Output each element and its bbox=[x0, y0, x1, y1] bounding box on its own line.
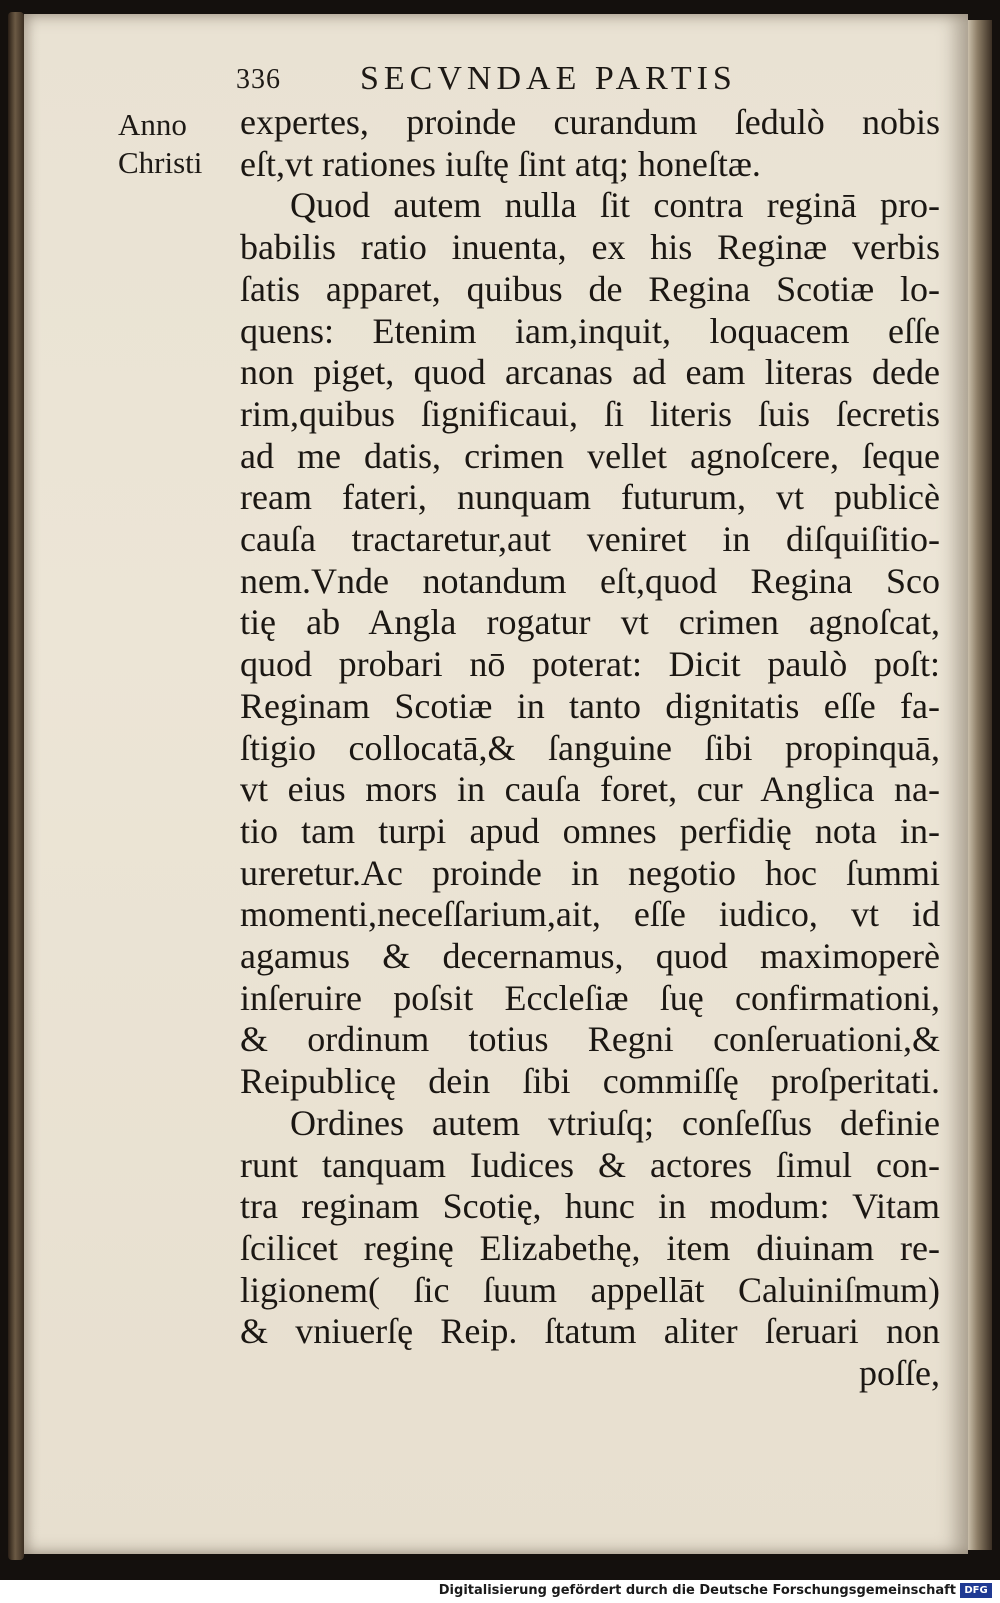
text-line: momenti,neceſſarium,ait, eſſe iudico, vt id bbox=[240, 894, 940, 935]
marginal-note-line: Anno bbox=[118, 107, 187, 142]
text-line: ſatis apparet, quibus de Regina Scotiæ lo- bbox=[240, 268, 940, 309]
text-line: rim,quibus ſignificaui, ſi literis ſuis ſecretis bbox=[240, 393, 940, 434]
text-line: runt tanquam Iudices & actores ſimul con- bbox=[240, 1144, 940, 1185]
text-line: ligionem( ſic ſuum appellāt Caluiniſmum) bbox=[240, 1269, 940, 1310]
text-line: ad me datis, crimen vellet agnoſcere, ſeque bbox=[240, 435, 940, 476]
text-line: Ordines autem vtriuſq; conſeſſus definie bbox=[290, 1102, 940, 1143]
funding-credit: Digitalisierung gefördert durch die Deutsche Forschungsgemeinschaft bbox=[438, 1583, 956, 1598]
dfg-logo: DFG bbox=[960, 1583, 992, 1598]
text-line: Reginam Scotiæ in tanto dignitatis eſſe fa- bbox=[240, 685, 940, 726]
text-line: quens: Etenim iam,inquit, loquacem eſſe bbox=[240, 310, 940, 351]
text-line: non piget, quod arcanas ad eam literas dede bbox=[240, 352, 940, 393]
page-edge-left bbox=[8, 12, 24, 1560]
text-line: quod probari nō poterat: Dicit paulò poſt: bbox=[240, 644, 940, 685]
running-title: SECVNDAE PARTIS bbox=[360, 60, 737, 97]
text-line: tio tam turpi apud omnes perfidię nota in- bbox=[240, 810, 940, 851]
text-line: & vniuerſę Reip. ſtatum aliter ſeruari non bbox=[240, 1311, 940, 1352]
text-line: eſt,vt rationes iuſtę ſint atq; honeſtæ. bbox=[240, 143, 761, 184]
text-line: babilis ratio inuenta, ex his Reginæ verbis bbox=[240, 227, 940, 268]
text-line: expertes, proinde curandum ſedulò nobis bbox=[240, 102, 940, 142]
text-line: ſtigio collocatā,& ſanguine ſibi propinquā, bbox=[240, 727, 940, 768]
page-edge-right bbox=[968, 20, 992, 1550]
marginal-note bbox=[118, 106, 228, 182]
body-text bbox=[240, 102, 940, 1395]
page-number: 336 bbox=[236, 64, 281, 95]
text-line: Reipublicę dein ſibi commiſſę proſperitati. bbox=[240, 1061, 940, 1102]
text-line: ream fateri, nunquam futurum, vt publicè bbox=[240, 477, 940, 518]
text-line: Quod autem nulla ſit contra reginā pro- bbox=[290, 185, 940, 226]
marginal-note-line: Christi bbox=[118, 145, 203, 180]
text-line: agamus & decernamus, quod maximoperè bbox=[240, 936, 940, 977]
text-line: cauſa tractaretur,aut veniret in diſquiſitio- bbox=[240, 519, 940, 560]
text-line: vt eius mors in cauſa foret, cur Anglica na- bbox=[240, 769, 940, 810]
text-line: tię ab Angla rogatur vt crimen agnoſcat, bbox=[240, 602, 940, 643]
text-line: ſcilicet reginę Elizabethę, item diuinam re- bbox=[240, 1227, 940, 1268]
running-head bbox=[210, 60, 930, 106]
text-line: & ordinum totius Regni conſeruationi,& bbox=[240, 1019, 940, 1060]
footer-bar bbox=[0, 1580, 1000, 1603]
text-line: ureretur.Ac proinde in negotio hoc ſummi bbox=[240, 852, 940, 893]
catchword: poſſe, bbox=[859, 1353, 940, 1394]
text-line: tra reginam Scotię, hunc in modum: Vitam bbox=[240, 1186, 940, 1227]
text-line: inſeruire poſsit Eccleſiæ ſuę confirmationi, bbox=[240, 977, 940, 1018]
text-line: nem.Vnde notandum eſt,quod Regina Sco bbox=[240, 560, 940, 601]
